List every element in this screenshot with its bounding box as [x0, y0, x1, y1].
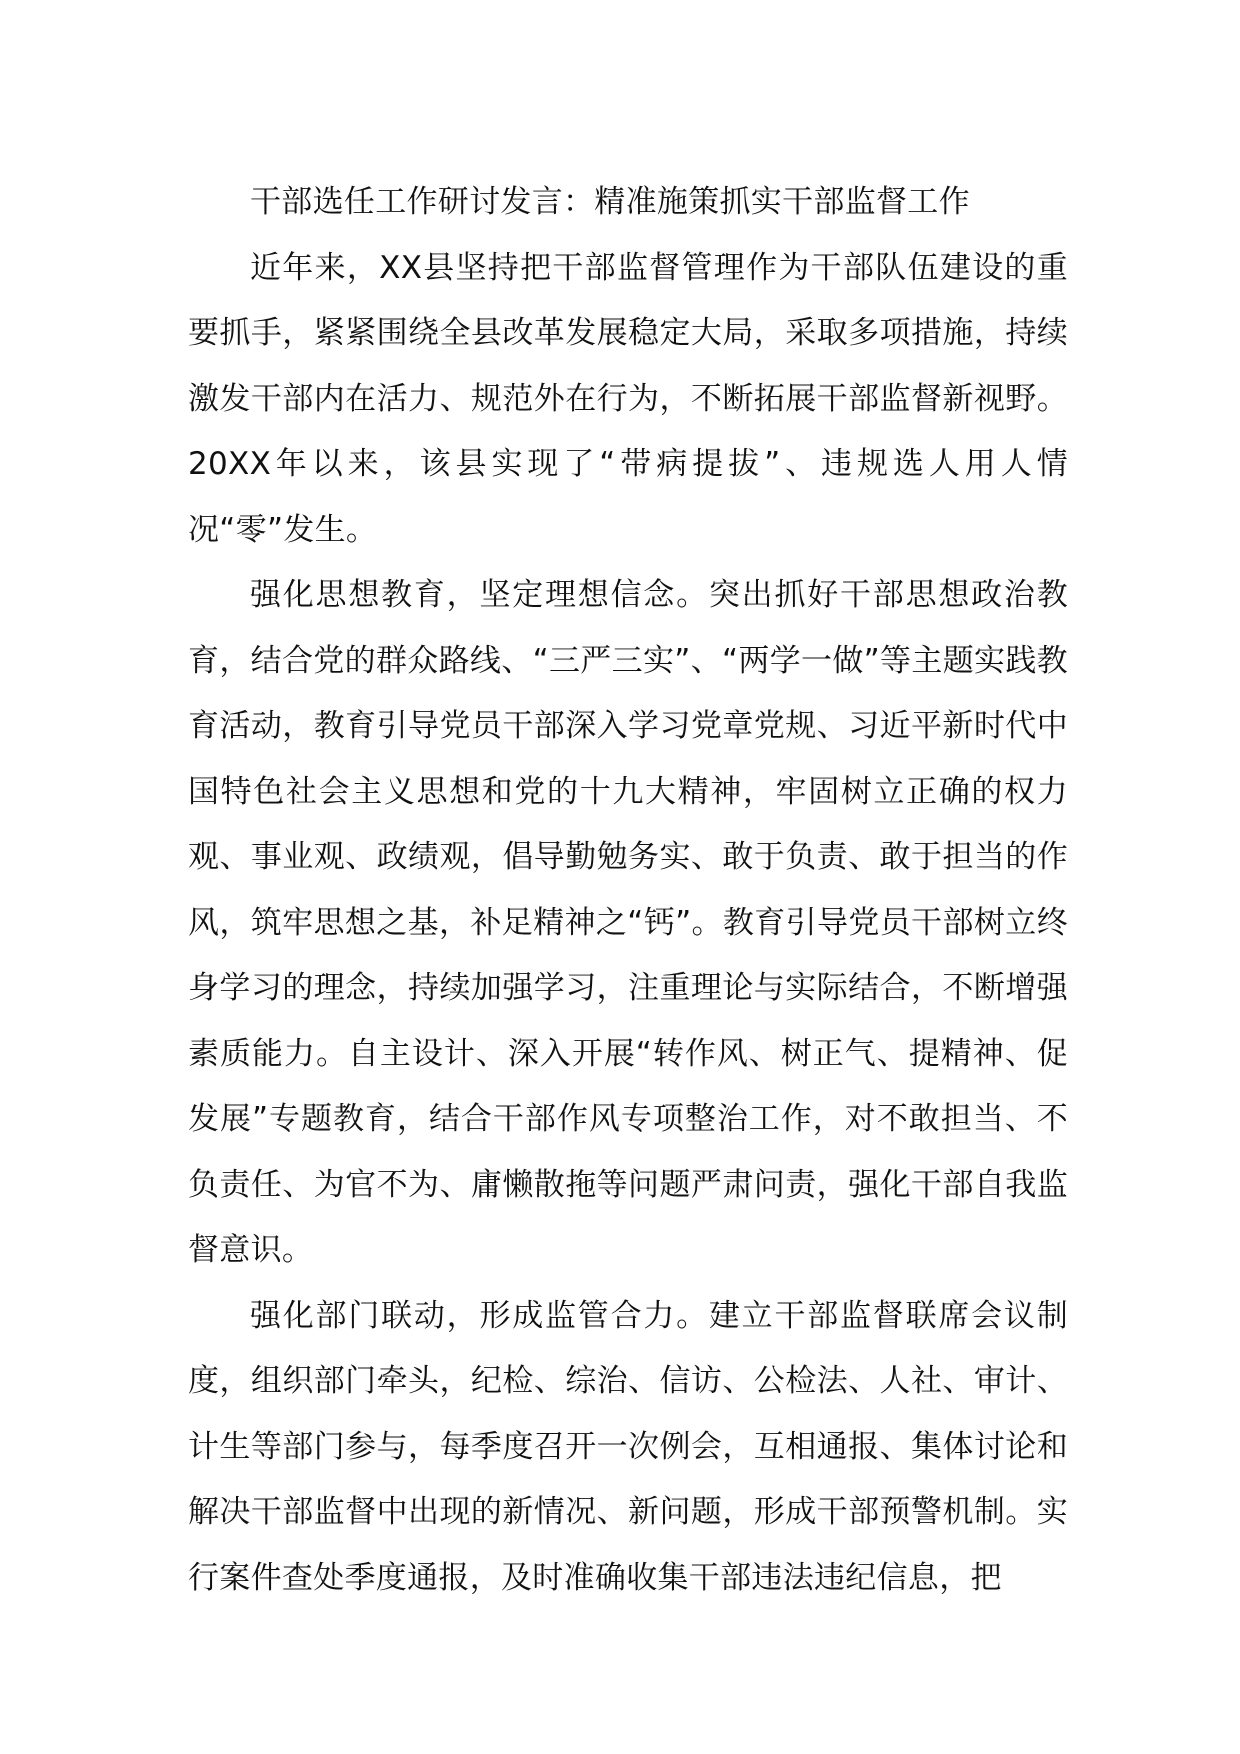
paragraph-department-linkage: 强化部门联动，形成监管合力。建立干部监督联席会议制度，组织部门牵头，纪检、综治、信访、公检法、人社、审计、计生等部门参与，每季度召开一次例会，互相通报、集体讨论和解决干部监督中出现的新情况、新问题，形成干部预警机制。实行案件查处季度通报，及时准确收集干部违法违纪信息，把 — [188, 1297, 1068, 1596]
document-body — [188, 170, 1068, 1611]
paragraph-intro: 近年来，XX县坚持把干部监督管理作为干部队伍建设的重要抓手，紧紧围绕全县改革发展稳定大局，采取多项措施，持续激发干部内在活力、规范外在行为，不断拓展干部监督新视野。20XX年以来，该县实现了“带病提拔”、违规选人用人情况“零”发生。 — [188, 249, 1068, 548]
document-title: 干部选任工作研讨发言：精准施策抓实干部监督工作 — [250, 184, 970, 220]
paragraph-ideological-education: 强化思想教育，坚定理想信念。突出抓好干部思想政治教育，结合党的群众路线、“三严三实”、“两学一做”等主题实践教育活动，教育引导党员干部深入学习党章党规、习近平新时代中国特色社会主义思想和党的十九大精神，牢固树立正确的权力观、事业观、政绩观，倡导勤勉务实、敢于负责、敢于担当的作风，筑牢思想之基，补足精神之“钙”。教育引导党员干部树立终身学习的理念，持续加强学习，注重理论与实际结合，不断增强素质能力。自主设计、深入开展“转作风、树正气、提精神、促发展”专题教育，结合干部作风专项整治工作，对不敢担当、不负责任、为官不为、庸懒散拖等问题严肃问责，强化干部自我监督意识。 — [188, 577, 1068, 1268]
